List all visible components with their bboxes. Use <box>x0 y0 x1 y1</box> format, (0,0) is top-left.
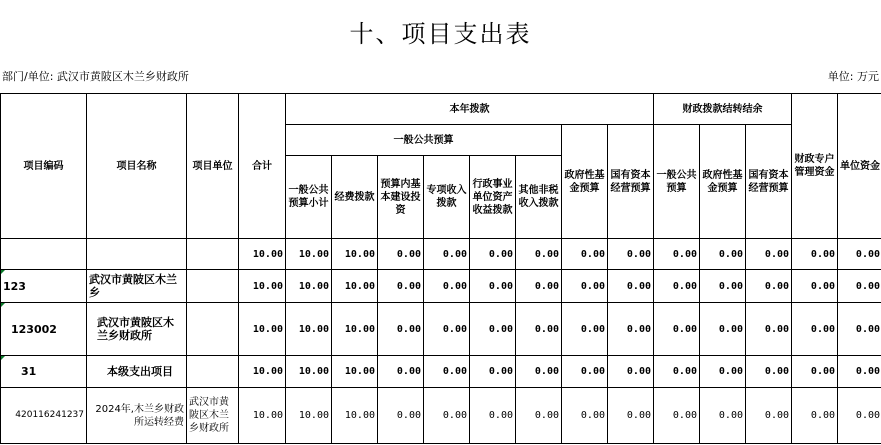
cell-value: 0.00 <box>562 303 608 356</box>
cell-value: 0.00 <box>562 388 608 444</box>
cell-value: 0.00 <box>746 356 792 388</box>
unit-label: 单位: 万元 <box>827 70 879 83</box>
header-col: 政府性基金预算 <box>562 125 608 239</box>
cell-value: 0.00 <box>424 239 470 270</box>
header-col: 经费拨款 <box>332 156 378 239</box>
cell-value: 0.00 <box>378 303 424 356</box>
cell-value: 0.00 <box>792 270 838 303</box>
table-row <box>1 388 881 444</box>
cell-value: 0.00 <box>378 388 424 444</box>
header-col: 一般公共预算小计 <box>286 156 332 239</box>
cell-value: 0.00 <box>792 388 838 444</box>
cell-value: 10.00 <box>239 388 286 444</box>
row-name: 本级支出项目 <box>87 356 187 388</box>
cell-value: 0.00 <box>470 388 516 444</box>
row-code: 31 <box>1 356 87 388</box>
header-col: 政府性基金预算 <box>700 125 746 239</box>
table-row <box>1 239 881 270</box>
cell-value: 0.00 <box>654 270 700 303</box>
row-name: 武汉市黄陂区木兰乡财政所 <box>87 303 187 356</box>
cell-value: 0.00 <box>516 270 562 303</box>
header-col: 专项收入拨款 <box>424 156 470 239</box>
cell-value: 0.00 <box>654 356 700 388</box>
cell-value: 0.00 <box>838 303 881 356</box>
project-expenditure-table <box>0 93 881 444</box>
cell-value: 0.00 <box>470 303 516 356</box>
header-project-unit: 项目单位 <box>187 94 239 239</box>
header-unit-fund: 单位资金 <box>838 94 881 239</box>
cell-value: 0.00 <box>700 303 746 356</box>
cell-value: 10.00 <box>239 239 286 270</box>
department-label: 部门/单位: 武汉市黄陂区木兰乡财政所 <box>2 70 189 83</box>
cell-value: 0.00 <box>608 356 654 388</box>
cell-value: 10.00 <box>239 303 286 356</box>
cell-value: 0.00 <box>746 270 792 303</box>
cell-value: 10.00 <box>332 270 378 303</box>
table-row <box>1 270 881 303</box>
cell-value: 0.00 <box>700 270 746 303</box>
cell-value: 0.00 <box>378 356 424 388</box>
header-project-name: 项目名称 <box>87 94 187 239</box>
cell-value: 0.00 <box>654 388 700 444</box>
header-project-code: 项目编码 <box>1 94 87 239</box>
header-general-budget: 一般公共预算 <box>286 125 562 156</box>
header-total: 合计 <box>239 94 286 239</box>
cell-value: 0.00 <box>424 356 470 388</box>
cell-value: 0.00 <box>516 239 562 270</box>
cell-value: 10.00 <box>286 303 332 356</box>
table-row <box>1 303 881 356</box>
cell-value: 0.00 <box>654 303 700 356</box>
header-col: 预算内基本建设投资 <box>378 156 424 239</box>
cell-value: 10.00 <box>286 356 332 388</box>
cell-value: 0.00 <box>700 239 746 270</box>
cell-value: 0.00 <box>838 239 881 270</box>
row-code: 123 <box>1 270 87 303</box>
cell-value: 0.00 <box>838 356 881 388</box>
cell-value: 10.00 <box>239 270 286 303</box>
cell-value: 0.00 <box>470 239 516 270</box>
cell-value: 0.00 <box>746 239 792 270</box>
cell-value: 0.00 <box>378 239 424 270</box>
row-code: 420116241237 <box>1 388 87 444</box>
cell-value: 0.00 <box>700 388 746 444</box>
cell-value: 0.00 <box>424 303 470 356</box>
row-name: 2024年,木兰乡财政所运转经费 <box>87 388 187 444</box>
row-name: 武汉市黄陂区木兰乡 <box>87 270 187 303</box>
header-col: 国有资本经营预算 <box>746 125 792 239</box>
cell-value: 0.00 <box>470 270 516 303</box>
row-unit: 武汉市黄陂区木兰乡财政所 <box>187 388 239 444</box>
header-special-fund: 财政专户管理资金 <box>792 94 838 239</box>
cell-value: 10.00 <box>286 270 332 303</box>
row-name <box>87 239 187 270</box>
cell-value: 10.00 <box>239 356 286 388</box>
cell-value: 0.00 <box>516 356 562 388</box>
cell-value: 0.00 <box>378 270 424 303</box>
cell-value: 0.00 <box>608 303 654 356</box>
cell-value: 0.00 <box>746 388 792 444</box>
cell-value: 0.00 <box>838 388 881 444</box>
cell-value: 0.00 <box>470 356 516 388</box>
cell-value: 0.00 <box>838 270 881 303</box>
cell-value: 0.00 <box>562 356 608 388</box>
cell-value: 0.00 <box>516 303 562 356</box>
cell-value: 0.00 <box>608 270 654 303</box>
table-row <box>1 356 881 388</box>
row-unit <box>187 270 239 303</box>
cell-value: 10.00 <box>332 356 378 388</box>
cell-value: 0.00 <box>792 239 838 270</box>
cell-value: 0.00 <box>562 239 608 270</box>
cell-value: 0.00 <box>746 303 792 356</box>
header-col: 一般公共预算 <box>654 125 700 239</box>
cell-value: 0.00 <box>608 388 654 444</box>
cell-value: 10.00 <box>332 388 378 444</box>
cell-value: 0.00 <box>608 239 654 270</box>
cell-value: 10.00 <box>332 239 378 270</box>
cell-value: 10.00 <box>286 388 332 444</box>
header-col: 国有资本经营预算 <box>608 125 654 239</box>
page-title: 十、项目支出表 <box>349 20 532 48</box>
cell-value: 0.00 <box>792 356 838 388</box>
header-col: 其他非税收入拨款 <box>516 156 562 239</box>
cell-value: 0.00 <box>700 356 746 388</box>
header-current-year: 本年拨款 <box>286 94 654 125</box>
cell-value: 10.00 <box>332 303 378 356</box>
cell-value: 10.00 <box>286 239 332 270</box>
row-unit <box>187 356 239 388</box>
row-code: 123002 <box>1 303 87 356</box>
cell-value: 0.00 <box>516 388 562 444</box>
cell-value: 0.00 <box>424 388 470 444</box>
cell-value: 0.00 <box>424 270 470 303</box>
row-unit <box>187 239 239 270</box>
row-code <box>1 239 87 270</box>
cell-value: 0.00 <box>792 303 838 356</box>
header-fiscal-carryover: 财政拨款结转结余 <box>654 94 792 125</box>
header-col: 行政事业单位资产收益拨款 <box>470 156 516 239</box>
cell-value: 0.00 <box>654 239 700 270</box>
cell-value: 0.00 <box>562 270 608 303</box>
row-unit <box>187 303 239 356</box>
